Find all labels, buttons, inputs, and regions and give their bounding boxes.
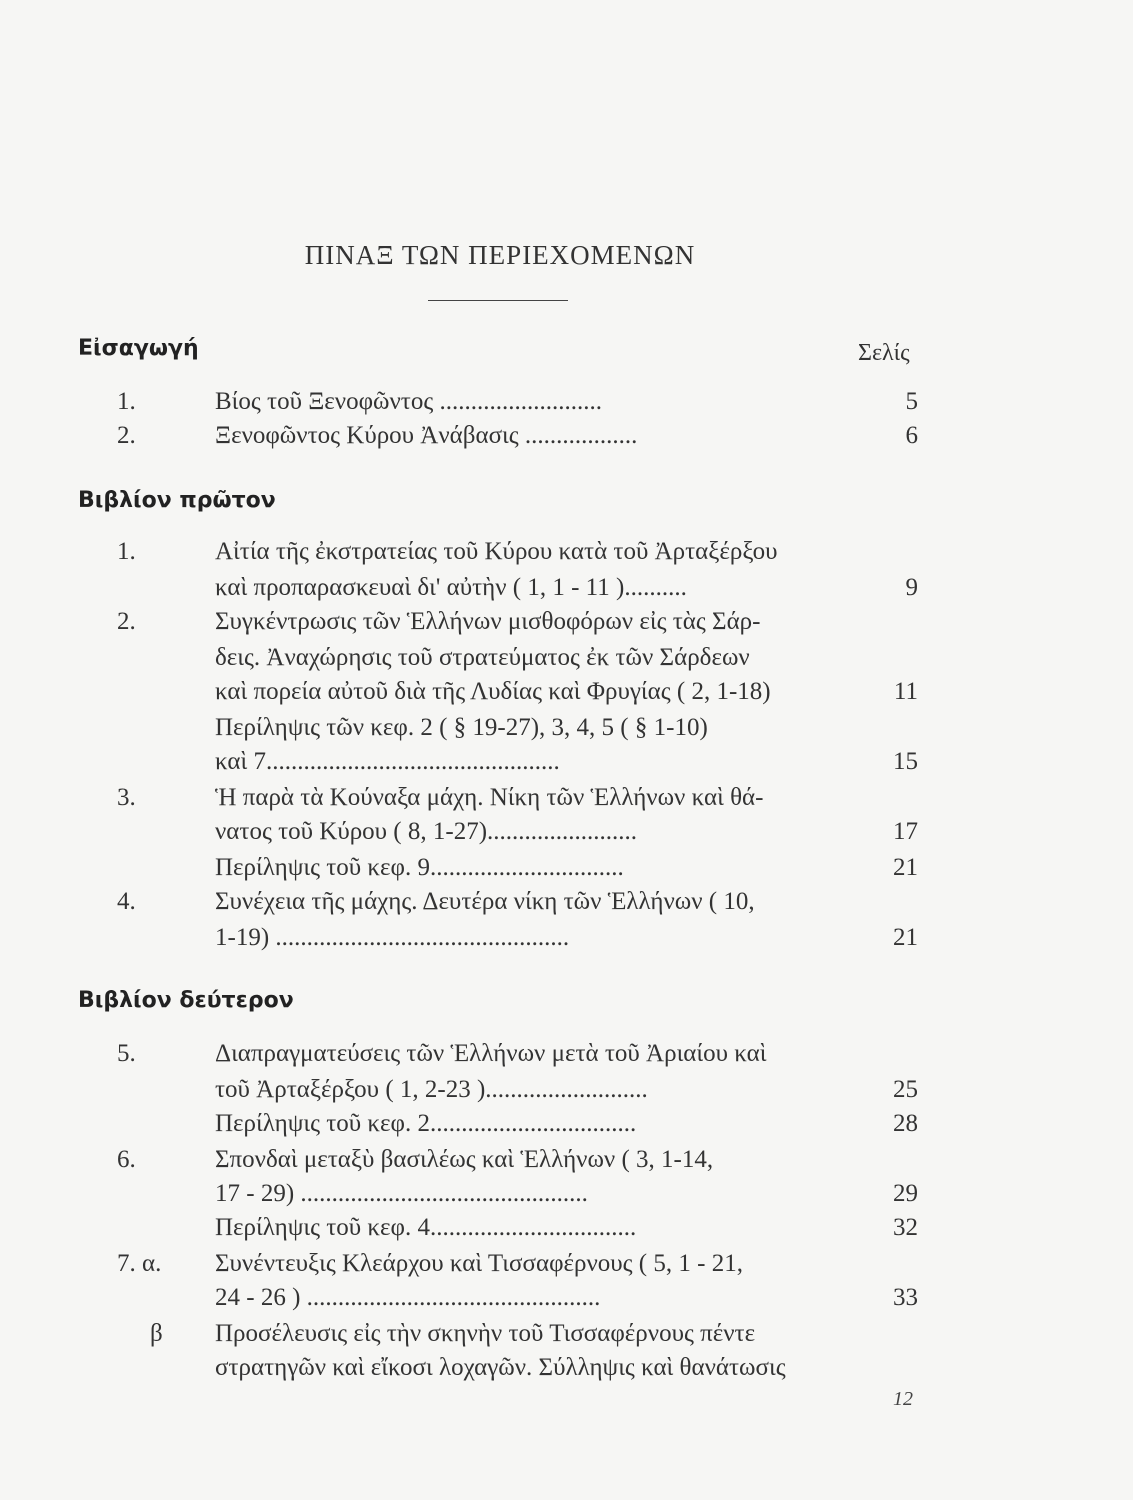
- toc-entry-number: 6.: [117, 1146, 136, 1173]
- toc-entry-page: 21: [893, 854, 918, 881]
- toc-entry-text: δεις. Ἀναχώρησις τοῦ στρατεύματος ἐκ τῶν Σάρδεων: [215, 644, 750, 671]
- toc-entry-number: β: [150, 1320, 163, 1347]
- toc-line: [0, 1146, 1133, 1180]
- title-rule: [428, 300, 568, 301]
- page-title: ΠΙΝΑΞ ΤΩΝ ΠΕΡΙΕΧΟΜΕΝΩΝ: [304, 240, 696, 270]
- section-heading-book1: Βιβλίον πρῶτον: [78, 488, 276, 513]
- toc-line: [0, 714, 1133, 748]
- toc-entry-page: 25: [893, 1076, 918, 1103]
- toc-entry-text: τοῦ Ἀρταξέρξου ( 1, 2-23 )..........................: [215, 1076, 648, 1103]
- toc-entry-page: 5: [905, 388, 918, 415]
- toc-entry-page: 28: [893, 1110, 918, 1137]
- toc-line: [0, 608, 1133, 642]
- toc-line: [0, 854, 1133, 888]
- toc-entry-text: Ξενοφῶντος Κύρου Ἀνάβασις ..................: [215, 422, 638, 449]
- toc-entry-number: 1.: [117, 538, 136, 565]
- toc-entry-number: 3.: [117, 784, 136, 811]
- toc-entry-text: 1-19) ...............................................: [215, 924, 570, 951]
- toc-entry-page: 29: [893, 1180, 918, 1207]
- toc-entry-text: Περίληψις τοῦ κεφ. 4.................................: [215, 1214, 637, 1241]
- toc-entry-text: Διαπραγματεύσεις τῶν Ἑλλήνων μετὰ τοῦ Ἀριαίου καὶ: [215, 1040, 767, 1067]
- toc-entry-text: Συνέχεια τῆς μάχης. Δευτέρα νίκη τῶν Ἑλλήνων ( 10,: [215, 888, 755, 915]
- toc-line: [0, 1076, 1133, 1110]
- toc-entry-number: 4.: [117, 888, 136, 915]
- toc-line: [0, 574, 1133, 608]
- toc-line: [0, 1284, 1133, 1318]
- toc-entry-number: 5.: [117, 1040, 136, 1067]
- toc-entry-text: Περίληψις τῶν κεφ. 2 ( § 19-27), 3, 4, 5 ( § 1-10): [215, 714, 708, 741]
- toc-entry-page: 9: [905, 574, 918, 601]
- toc-line: [0, 784, 1133, 818]
- toc-line: [0, 1040, 1133, 1074]
- page-number: 12: [893, 1388, 913, 1410]
- toc-entry-text: Συγκέντρωσις τῶν Ἑλλήνων μισθοφόρων εἰς τὰς Σάρ-: [215, 608, 761, 635]
- toc-line: [0, 388, 1133, 422]
- toc-line: [0, 1110, 1133, 1144]
- toc-line: [0, 1354, 1133, 1388]
- toc-entry-number: 7. α.: [117, 1250, 162, 1277]
- toc-entry-text: Βίος τοῦ Ξενοφῶντος ..........................: [215, 388, 602, 415]
- toc-line: [0, 678, 1133, 712]
- toc-entry-number: 1.: [117, 388, 136, 415]
- toc-entry-text: Περίληψις τοῦ κεφ. 9...............................: [215, 854, 624, 881]
- toc-entry-text: Συνέντευξις Κλεάρχου καὶ Τισσαφέρνους ( 5, 1 - 21,: [215, 1250, 743, 1277]
- page-column-label: Σελίς: [858, 340, 910, 366]
- toc-line: [0, 1250, 1133, 1284]
- section-heading-book2: Βιβλίον δεύτερον: [78, 988, 294, 1013]
- toc-entry-text: 24 - 26 ) ...............................................: [215, 1284, 601, 1311]
- toc-entry-page: 6: [905, 422, 918, 449]
- toc-entry-page: 21: [893, 924, 918, 951]
- toc-line: [0, 888, 1133, 922]
- toc-line: [0, 644, 1133, 678]
- section-heading-intro: Εἰσαγωγή: [78, 336, 199, 361]
- toc-line: [0, 748, 1133, 782]
- toc-entry-page: 32: [893, 1214, 918, 1241]
- toc-entry-text: νατος τοῦ Κύρου ( 8, 1-27)........................: [215, 818, 638, 845]
- toc-line: [0, 924, 1133, 958]
- toc-line: [0, 422, 1133, 456]
- toc-entry-text: καὶ προπαρασκευαὶ δι' αὐτὴν ( 1, 1 - 11 )..........: [215, 574, 687, 601]
- toc-entry-text: στρατηγῶν καὶ εἴκοσι λοχαγῶν. Σύλληψις καὶ θανάτωσις: [215, 1354, 786, 1381]
- toc-entry-text: Προσέλευσις εἰς τὴν σκηνὴν τοῦ Τισσαφέρνους πέντε: [215, 1320, 756, 1347]
- toc-entry-text: καὶ 7...............................................: [215, 748, 560, 775]
- toc-entry-number: 2.: [117, 608, 136, 635]
- toc-line: [0, 538, 1133, 572]
- toc-entry-text: 17 - 29) ..............................................: [215, 1180, 588, 1207]
- toc-entry-page: 15: [893, 748, 918, 775]
- toc-entry-page: 11: [893, 678, 918, 705]
- toc-entry-page: 17: [893, 818, 918, 845]
- toc-entry-text: Αἰτία τῆς ἐκστρατείας τοῦ Κύρου κατὰ τοῦ Ἀρταξέρξου: [215, 538, 778, 565]
- toc-entry-text: καὶ πορεία αὐτοῦ διὰ τῆς Λυδίας καὶ Φρυγίας ( 2, 1-18): [215, 678, 771, 705]
- toc-entry-text: Ἡ παρὰ τὰ Κούναξα μάχη. Νίκη τῶν Ἑλλήνων καὶ θά-: [215, 784, 764, 811]
- toc-line: [0, 818, 1133, 852]
- toc-line: [0, 1214, 1133, 1248]
- toc-entry-number: 2.: [117, 422, 136, 449]
- toc-line: [0, 1320, 1133, 1354]
- toc-entry-page: 33: [893, 1284, 918, 1311]
- toc-line: [0, 1180, 1133, 1214]
- toc-entry-text: Περίληψις τοῦ κεφ. 2.................................: [215, 1110, 637, 1137]
- toc-entry-text: Σπονδαὶ μεταξὺ βασιλέως καὶ Ἑλλήνων ( 3, 1-14,: [215, 1146, 714, 1173]
